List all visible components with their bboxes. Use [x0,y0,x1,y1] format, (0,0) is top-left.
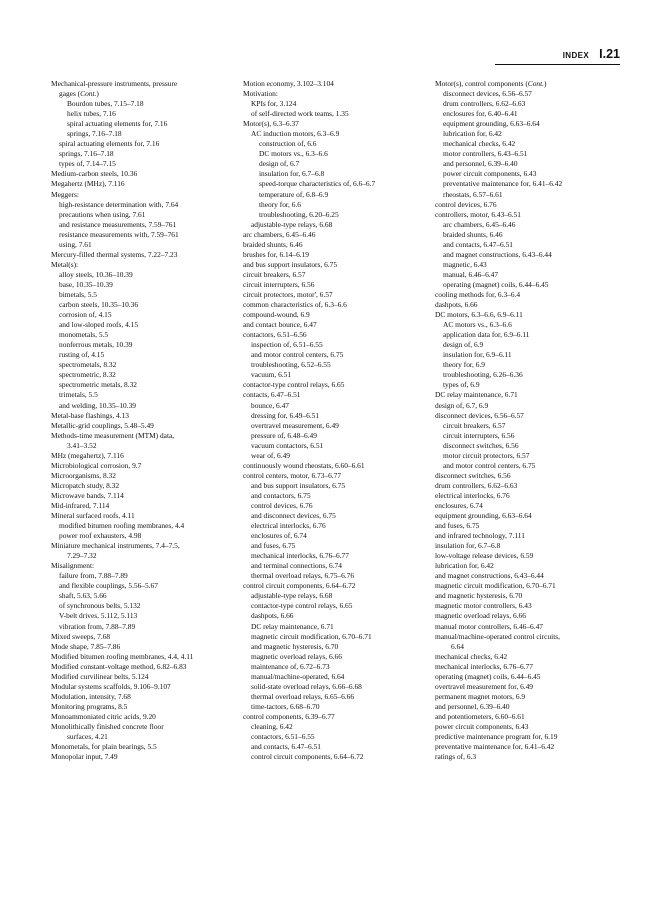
index-entry: alloy steels, 10.36–10.39 [59,269,133,279]
index-entry: design of, 6.9 [443,340,484,350]
index-entry: Monitoring programs, 8.5 [51,701,128,711]
index-entry: types of, 6.9 [443,380,480,390]
index-entry: resistance measurements with, 7.59–761 [59,229,179,239]
index-entry: controllers, motor, 6.43–6.51 [435,209,521,219]
index-entry: circuit interrupters, 6.56 [243,279,315,289]
index-entry: AC motors vs., 6.3–6.6 [443,320,512,330]
index-entry: enclosures of, 6.74 [251,531,307,541]
index-entry: Monoammoniated citric acids, 9.20 [51,711,156,721]
index-entry: DC motors, 6.3–6.6, 6.9–6.11 [435,310,523,320]
index-entry: Misalignment: [51,561,95,571]
index-entry: spiral actuating elements for, 7.16 [59,139,160,149]
index-entry: and personnel, 6.39–6.40 [435,701,510,711]
index-entry: vacuum, 6.51 [251,370,292,380]
index-entry: shaft, 5.63, 5.66 [59,591,107,601]
index-entry: braided shunts, 6.46 [243,239,303,249]
index-entry: insulation for, 6.7–6.8 [435,541,501,551]
index-entry: Monometals, for plain bearings, 5.5 [51,742,157,752]
index-entry: Mid-infrared, 7.114 [51,500,110,510]
index-entry: monometals, 5.5 [59,330,109,340]
index-entry: application data for, 6.9–6.11 [443,330,530,340]
index-entry: Modified bitumen roofing membranes, 4.4, 4.11 [51,651,194,661]
index-entry: insulation for, 6.7–6.8 [259,169,325,179]
index-entry: Modular systems scaffolds, 9.106–9.107 [51,681,171,691]
index-entry: Methods-time measurement (MTM) data, [51,430,175,440]
index-entry: cleaning, 6.42 [251,722,293,731]
index-entry: overtravel measurement for, 6.49 [435,681,534,691]
index-entry: low-voltage release devices, 6.59 [435,551,534,561]
index-entry: and motor control centers, 6.75 [251,350,344,360]
index-entry: dashpots, 6.66 [251,611,294,621]
index-entry: Microorganisms, 8.32 [51,470,116,480]
index-entry: Motor(s), control components (Cont.) [435,79,547,88]
index-entry: preventative maintenance for, 6.41–6.42 [443,179,563,189]
index-entry: brushes for, 6.14–6.19 [243,249,310,259]
index-entry: control circuit components, 6.64–6.72 [243,581,356,591]
index-entry: and magnetic hysteresis, 6.70 [251,641,339,651]
index-entry: braided shunts, 6.46 [443,229,503,239]
index-entry: magnetic circuit modification, 6.70–6.71 [435,581,556,591]
index-entry: bimetals, 5.5 [59,289,97,299]
index-entry: control centers, motor, 6.73–6.77 [243,470,342,480]
index-entry: maintenance of, 6.72–6.73 [251,661,330,671]
index-entry: power circuit components, 6.43 [435,722,529,731]
index-entry: Microwave bands, 7.114 [51,490,124,500]
index-entry: spiral actuating elements for, 7.16 [67,119,168,129]
index-entry: KPIs for, 3.124 [251,99,297,109]
index-entry: speed-torque characteristics of, 6.6–6.7 [259,179,376,189]
index-entry: enclosures, 6.74 [435,500,483,510]
index-entry: wear of, 6.49 [251,450,290,460]
index-entry: base, 10.35–10.39 [59,279,113,289]
index-entry: mechanical interlocks, 6.76–6.77 [435,661,533,671]
index-entry: theory for, 6.9 [443,360,485,370]
index-entry: motor controllers, 6.43–6.51 [443,149,528,159]
index-entry: arc chambers, 6.45–6.46 [443,219,516,229]
index-entry: Metallic-grid couplings, 5.48–5.49 [51,420,154,430]
index-entry: Mercury-filled thermal systems, 7.22–7.23 [51,249,178,259]
index-entry: troubleshooting, 6.26–6.36 [443,370,523,380]
index-entry: control devices, 6.76 [251,500,313,510]
index-entry: pressure of, 6.48–6.49 [251,430,317,440]
index-entry: compound-wound, 6.9 [243,310,310,320]
index-entry: DC relay maintenance, 6.71 [435,390,518,400]
index-entry: design of, 6.7, 6.9 [435,400,489,410]
index-entry: precautions when using, 7.61 [59,209,146,219]
index-entry: and low-sloped roofs, 4.15 [59,320,139,330]
continued-marker: Cont. [527,79,545,88]
index-entry: disconnect devices, 6.56–6.57 [443,89,532,99]
index-entry: spectrometric, 8.32 [59,370,116,380]
index-entry: DC motors vs., 6.3–6.6 [259,149,328,159]
index-entry: troubleshooting, 6.52–6.55 [251,360,331,370]
index-entry: MHz (megahertz), 7.116 [51,450,124,460]
index-columns [51,79,641,859]
index-entry: corrosion of, 4.15 [59,310,112,320]
index-entry: manual motor controllers, 6.46–6.47 [435,621,543,631]
index-entry: Meggers: [51,189,79,199]
index-entry: adjustable-type relays, 6.68 [251,591,333,601]
index-entry: magnetic circuit modification, 6.70–6.71 [251,631,372,641]
index-entry: mechanical checks, 6.42 [443,139,516,149]
index-entry: permanent magnet motors, 6.9 [435,691,526,701]
index-entry: lubrication for, 6.42 [443,129,502,139]
index-entry: contacts, 6.47–6.51 [243,390,301,400]
index-entry: of synchronous belts, 5.132 [59,601,141,611]
index-entry: control devices, 6.76 [435,199,497,209]
index-entry: Bourdon tubes, 7.15–7.18 [67,99,144,109]
index-entry: power roof exhausters, 4.98 [59,531,142,541]
index-entry: Metal(s): [51,259,79,269]
index-column-2 [243,79,433,762]
index-entry: Monopolar input, 7.49 [51,752,118,762]
index-entry: spectrometals, 8.32 [59,360,117,370]
index-entry: Mixed sweeps, 7.68 [51,631,111,641]
index-entry: circuit breakers, 6.57 [243,269,306,279]
index-entry: nonferrous metals, 10.39 [59,340,133,350]
index-entry: inspection of, 6.51–6.55 [251,340,323,350]
index-entry: and fuses, 6.75 [435,521,480,531]
index-entry: and contacts, 6.47–6.51 [251,742,321,752]
index-entry: overtravel measurement, 6.49 [251,420,339,430]
index-entry: modified bitumen roofing membranes, 4.4 [59,521,185,531]
index-entry: Mode shape, 7.85–7.86 [51,641,121,651]
index-entry: Micropatch study, 8.32 [51,480,120,490]
index-entry: ratings of, 6.3 [435,752,477,762]
index-entry: Mechanical-pressure instruments, pressure [51,79,178,88]
index-entry: and resistance measurements, 7.59–761 [59,219,177,229]
index-entry: spectrometric metals, 8.32 [59,380,137,390]
index-entry: trimetals, 5.5 [59,390,98,400]
index-entry: magnetic, 6.43 [443,259,487,269]
index-entry: helix tubes, 7.16 [67,109,116,119]
index-entry: construction of, 6.6 [259,139,317,149]
index-entry: Megahertz (MHz), 7.116 [51,179,125,189]
index-entry: and infrared technology, 7.111 [435,531,525,541]
index-entry: electrical interlocks, 6.76 [435,490,510,500]
index-entry: vibration from, 7.88–7.89 [59,621,136,631]
index-entry: equipment grounding, 6.63–6.64 [435,511,532,521]
index-entry: disconnect switches, 6.56 [435,470,511,480]
index-entry: time-tactors, 6.68–6.70 [251,701,320,711]
index-entry: circuit protectors, motor', 6.57 [243,289,333,299]
index-entry: and contactors, 6.75 [251,490,311,500]
index-entry: adjustable-type relays, 6.68 [251,219,333,229]
section-label: INDEX [562,51,590,60]
index-entry: equipment grounding, 6.63–6.64 [443,119,540,129]
index-entry: cooling methods for, 6.3–6.4 [435,289,521,299]
index-entry: Modified curvilinear belts, 5.124 [51,671,149,681]
index-entry: dressing for, 6.49–6.51 [251,410,320,420]
index-entry: of self-directed work teams, 1.35 [251,109,349,119]
index-entry: manual/machine-operated control circuits, [435,631,560,641]
index-entry: 3.41–3.52 [67,440,97,450]
index-entry: magnetic overload relays, 6.66 [435,611,526,621]
index-entry: Motor(s), 6.3–6.37 [243,119,299,129]
index-entry: gages (Cont.) [59,89,99,99]
index-entry: Medium-carbon steels, 10.36 [51,169,138,179]
index-entry: surfaces, 4.21 [67,732,108,742]
index-column-1 [51,79,241,762]
index-column-3 [435,79,625,762]
index-entry: magnetic motor controllers, 6.43 [435,601,532,611]
index-entry: Motion economy, 3.102–3.104 [243,79,334,88]
index-entry: contactors, 6.51–6.55 [251,732,315,742]
index-entry: temperature of, 6.8–6.9 [259,189,329,199]
index-entry: control components, 6.39–6.77 [243,711,335,721]
index-entry: contactor-type control relays, 6.65 [251,601,353,611]
index-entry: Motivation: [243,89,278,99]
index-entry: and motor control centers, 6.75 [443,460,536,470]
index-entry: Modified constant-voltage method, 6.82–6.83 [51,661,187,671]
index-entry: and magnet constructions, 6.43–6.44 [443,249,552,259]
index-entry: electrical interlocks, 6.76 [251,521,326,531]
index-entry: and contacts, 6.47–6.51 [443,239,513,249]
continued-marker: Cont. [80,89,97,99]
index-entry: types of, 7.14–7.15 [59,159,116,169]
running-header [563,47,620,61]
index-entry: DC relay maintenance, 6.71 [251,621,334,631]
index-entry: high-resistance determination with, 7.64 [59,199,179,209]
index-entry: solid-state overload relays, 6.66–6.68 [251,681,362,691]
index-entry: operating (magnet) coils, 6.44–6.45 [443,279,549,289]
index-entry: and terminal connections, 6.74 [251,561,342,571]
index-entry: disconnect devices, 6.56–6.57 [435,410,524,420]
index-entry: and personnel, 6.39–6.40 [443,159,518,169]
index-entry: bounce, 6.47 [251,400,289,410]
index-entry: motor circuit protectors, 6.57 [443,450,530,460]
index-entry: common characteristics of, 6.3–6.6 [243,300,347,310]
index-entry: Modulation, intensity, 7.68 [51,691,131,701]
page-number: I.21 [599,47,620,61]
index-entry: V-belt drives, 5.112, 5.113 [59,611,138,621]
index-entry: and contact bounce, 6.47 [243,320,317,330]
index-entry: springs, 7.16–7.18 [67,129,122,139]
index-entry: disconnect switches, 6.56 [443,440,519,450]
index-entry: springs, 7.16–7.18 [59,149,114,159]
index-entry: enclosures for, 6.40–6.41 [443,109,518,119]
index-entry: Monolithically finished concrete floor [51,722,164,731]
index-entry: carbon steels, 10.35–10.36 [59,300,139,310]
index-entry: arc chambers, 6.45–6.46 [243,229,316,239]
index-entry: drum controllers, 6.62–6.63 [443,99,526,109]
index-entry: mechanical interlocks, 6.76–6.77 [251,551,349,561]
index-entry: rusting of, 4.15 [59,350,105,360]
index-entry: insulation for, 6.9–6.11 [443,350,512,360]
index-entry: and bus support insulators, 6.75 [243,259,338,269]
index-entry: Miniature mechanical instruments, 7.4–7.5, [51,541,180,551]
index-entry: circuit interrupters, 6.56 [443,430,515,440]
header-rule [495,64,620,65]
index-entry: and welding, 10.35–10.39 [59,400,136,410]
index-entry: using, 7.61 [59,239,92,249]
index-entry: and bus support insulators, 6.75 [251,480,346,490]
index-entry: manual/machine-operated, 6.64 [251,671,345,681]
index-entry: and potentiometers, 6.60–6.61 [435,711,525,721]
index-entry: operating (magnet) coils, 6.44–6.45 [435,671,541,681]
index-entry: thermal overload relays, 6.65–6.66 [251,691,355,701]
index-entry: vacuum contactors, 6.51 [251,440,324,450]
index-entry: contactor-type control relays, 6.65 [243,380,345,390]
index-entry: troubleshooting, 6.20–6.25 [259,209,339,219]
index-entry: and magnet constructions, 6.43–6.44 [435,571,544,581]
index-entry: AC induction motors, 6.3–6.9 [251,129,340,139]
index-entry: lubrication for, 6.42 [435,561,494,571]
index-entry: Metal-base flashings, 4.13 [51,410,129,420]
index-entry: circuit breakers, 6.57 [443,420,506,430]
index-entry: dashpots, 6.66 [435,300,478,310]
index-entry: 6.64 [451,641,464,651]
index-entry: manual, 6.46–6.47 [443,269,499,279]
index-entry: failure from, 7.88–7.89 [59,571,128,581]
index-entry: continuously wound rheostats, 6.60–6.61 [243,460,365,470]
index-entry: Microbiological corrosion, 9.7 [51,460,142,470]
index-entry: control circuit components, 6.64–6.72 [251,752,364,762]
index-entry: theory for, 6.6 [259,199,301,209]
index-entry: mechanical checks, 6.42 [435,651,508,661]
index-entry: and magnetic hysteresis, 6.70 [435,591,523,601]
index-entry: Mineral surfaced roofs, 4.11 [51,511,135,521]
index-entry: drum controllers, 6.62–6.63 [435,480,518,490]
index-entry: contactors, 6.51–6.56 [243,330,307,340]
index-entry: rheostats, 6.57–6.61 [443,189,503,199]
index-entry: and flexible couplings, 5.56–5.67 [59,581,158,591]
index-entry: power circuit components, 6.43 [443,169,537,179]
index-entry: design of, 6.7 [259,159,300,169]
index-entry: thermal overload relays, 6.75–6.76 [251,571,355,581]
index-entry: magnetic overload relays, 6.66 [251,651,342,661]
index-entry: 7.29–7.32 [67,551,97,561]
index-entry: and fuses, 6.75 [251,541,296,551]
index-entry: predictive maintenance program for, 6.19 [435,732,558,742]
index-entry: preventative maintenance for, 6.41–6.42 [435,742,555,752]
index-entry: and disconnect devices, 6.75 [251,511,336,521]
